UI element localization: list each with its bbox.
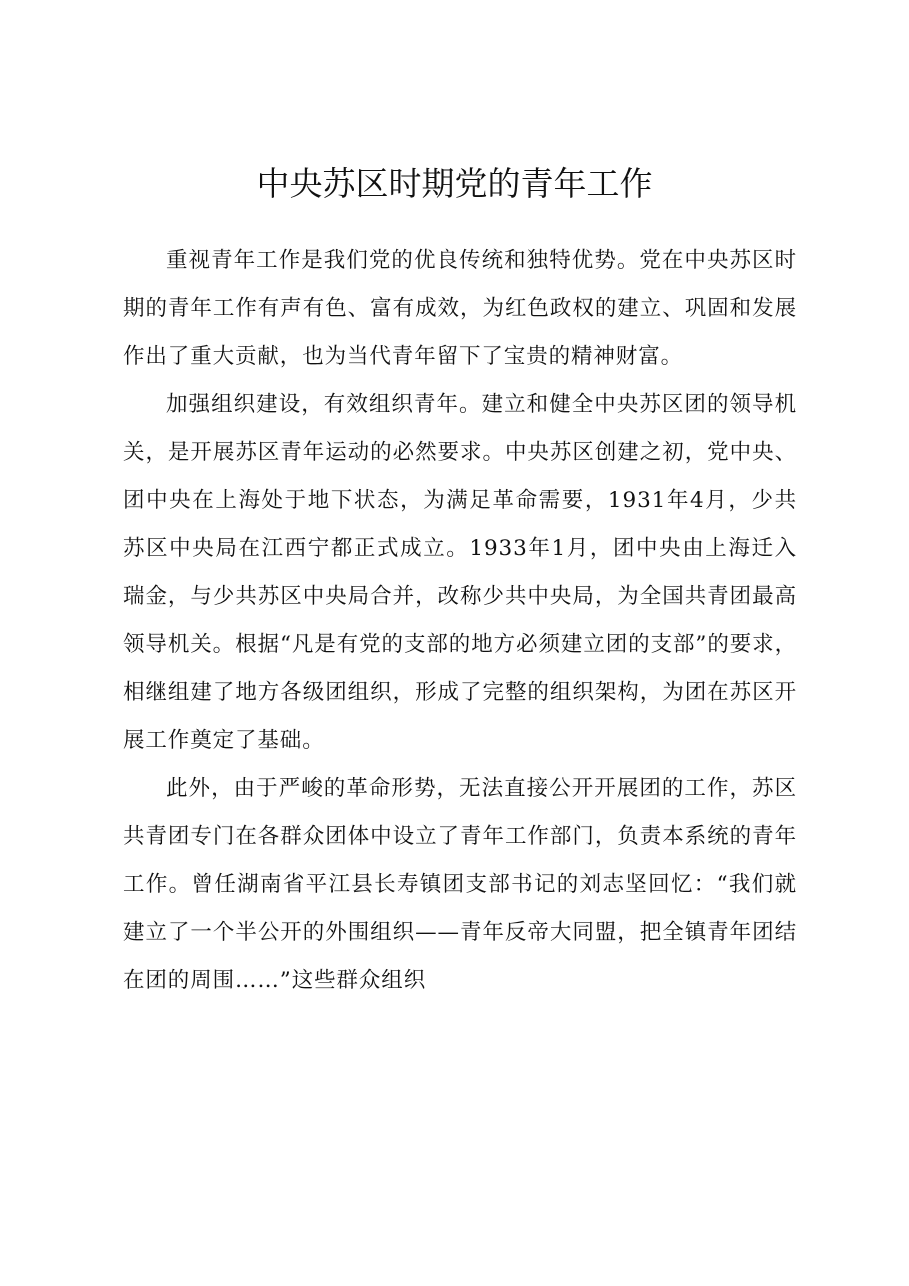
- paragraph-2: 加强组织建设，有效组织青年。建立和健全中央苏区团的领导机关，是开展苏区青年运动的必然要求。中央苏区创建之初，党中央、团中央在上海处于地下状态，为满足革命需要，1931年4月，少共苏区中央局在江西宁都正式成立。1933年1月，团中央由上海迁入瑞金，与少共苏区中央局合并，改称少共中央局，为全国共青团最高领导机关。根据“凡是有党的支部的地方必须建立团的支部”的要求，相继组建了地方各级团组织，形成了完整的组织架构，为团在苏区开展工作奠定了基础。: [123, 392, 797, 753]
- paragraph-3: 此外，由于严峻的革命形势，无法直接公开开展团的工作，苏区共青团专门在各群众团体中设立了青年工作部门，负责本系统的青年工作。曾任湖南省平江县长寿镇团支部书记的刘志坚回忆：“我们就建立了一个半公开的外围组织——青年反帝大同盟，把全镇青年团结在团的周围……”这些群众组织: [123, 776, 797, 993]
- document-body: [123, 237, 797, 1005]
- paragraph-1: 重视青年工作是我们党的优良传统和独特优势。党在中央苏区时期的青年工作有声有色、富有成效，为红色政权的建立、巩固和发展作出了重大贡献，也为当代青年留下了宝贵的精神财富。: [123, 248, 797, 369]
- document-title: 中央苏区时期党的青年工作: [256, 164, 653, 203]
